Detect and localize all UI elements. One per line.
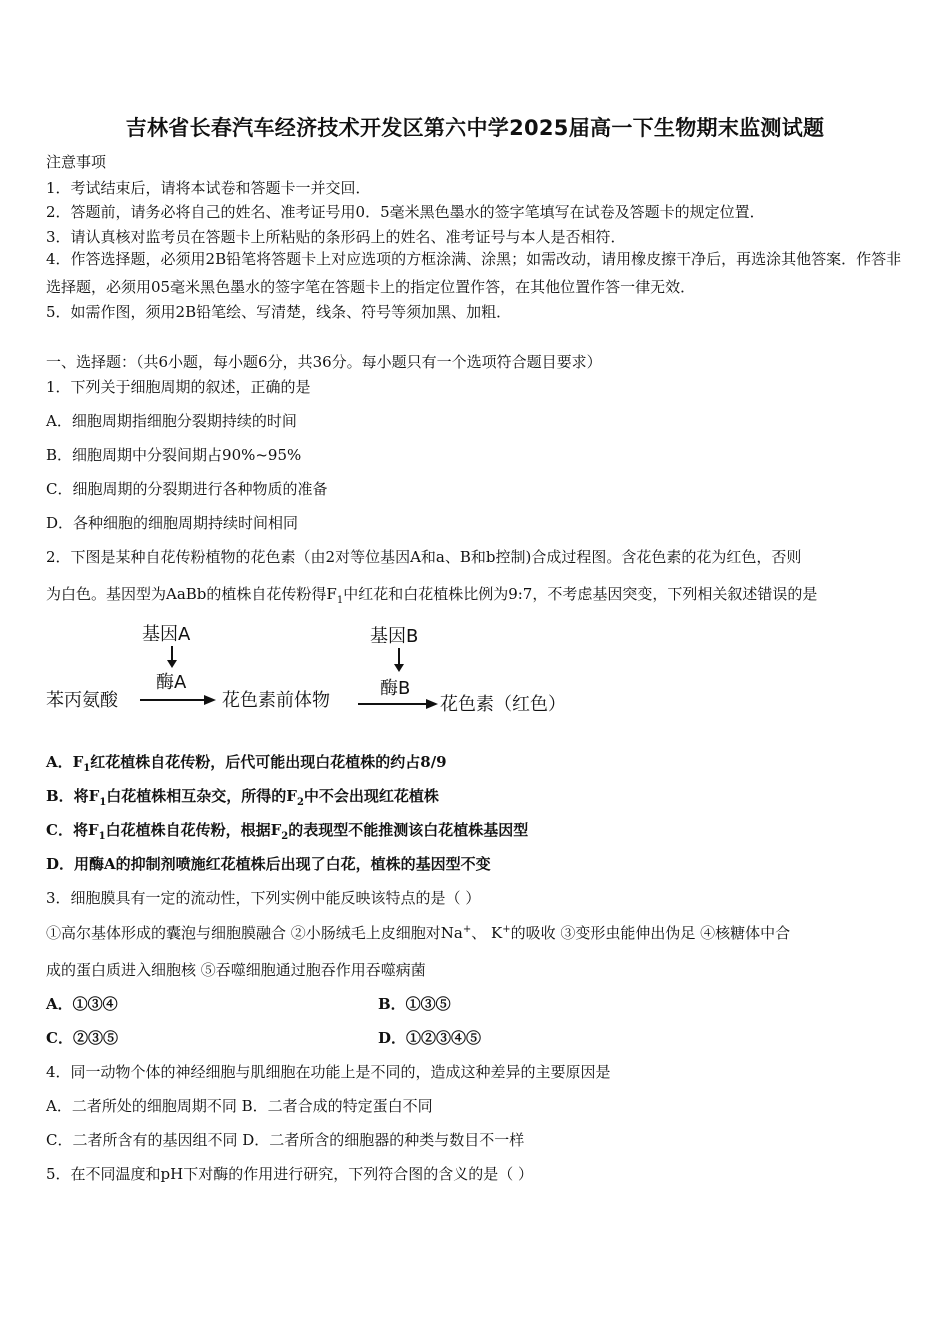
q4-options-cd: C．二者所含有的基因组不同 D．二者所含的细胞器的种类与数目不一样: [46, 1131, 525, 1149]
q1-option-d: D．各种细胞的细胞周期持续时间相同: [46, 514, 299, 532]
product-label: 花色素（红色）: [440, 694, 566, 715]
synthesis-pathway-diagram: [44, 620, 604, 730]
q2-option-c: C．将$F_1$白花植株自花传粉，根据$F_2$的表现型不能推测该白花植株基因型: [46, 821, 529, 842]
precursor-label: 花色素前体物: [222, 690, 330, 711]
reaction-arrowhead-2: [426, 699, 438, 709]
notice-item-5: 5．如需作图，须用2B铅笔绘、写清楚，线条、符号等须加黑、加粗．: [46, 303, 512, 321]
q2-option-b: B．将$F_1$白花植株相互杂交，所得的$F_2$中不会出现红花植株: [46, 787, 439, 808]
q2-stem-line2: 为白色。基因型为AaBb的植株自花传粉得$F_1$中红花和白花植株比例为9:7，不考虑基因突变，下列相关叙述错误的是: [46, 585, 818, 606]
q2-stem-line1: 2．下图是某种自花传粉植物的花色素（由2对等位基因A和a、B和b控制)合成过程图。含花色素的花为红色，否则: [46, 548, 802, 566]
q1-option-b: B．细胞周期中分裂间期占90%~95%: [46, 446, 302, 464]
q3-statements-line1: ①高尔基体形成的囊泡与细胞膜融合 ②小肠绒毛上皮细胞对Na+、 K+的吸收 ③变形虫能伸出伪足 ④核糖体中合: [46, 924, 791, 942]
q3-option-b: B．①③⑤: [378, 995, 451, 1013]
q3-option-a: A．①③④: [46, 995, 118, 1013]
notice-item-4: 4．作答选择题，必须用2B铅笔将答题卡上对应选项的方框涂满、涂黑；如需改动，请用橡皮擦干净后，再选涂其他答案．作答非选择题，必须用05毫米黑色墨水的签字笔在答题卡上的指定位置作答，在其他位置作答一律无效．: [46, 250, 902, 296]
q4-options-ab: A．二者所处的细胞周期不同 B．二者合成的特定蛋白不同: [46, 1097, 433, 1115]
section-heading: 一、选择题：（共6小题，每小题6分，共36分。每小题只有一个选项符合题目要求）: [46, 353, 602, 371]
enzyme-b-label: 酶B: [380, 678, 411, 699]
reaction-arrowhead-1: [204, 695, 216, 705]
q1-option-a: A．细胞周期指细胞分裂期持续的时间: [46, 412, 297, 430]
notice-item-1: 1．考试结束后，请将本试卷和答题卡一并交回．: [46, 179, 371, 197]
q3-stem: 3．细胞膜具有一定的流动性，下列实例中能反映该特点的是（ ）: [46, 889, 481, 907]
notice-item-3: 3．请认真核对监考员在答题卡上所粘贴的条形码上的姓名、准考证号与本人是否相符．: [46, 228, 626, 246]
q5-stem: 5．在不同温度和pH下对酶的作用进行研究，下列符合图的含义的是（ ）: [46, 1165, 533, 1183]
q2-option-a: A．$F_1$红花植株自花传粉，后代可能出现白花植株的约占8/9: [46, 753, 447, 774]
q3-statements-line2: 成的蛋白质进入细胞核 ⑤吞噬细胞通过胞吞作用吞噬病菌: [46, 961, 426, 979]
page-title: 吉林省长春汽车经济技术开发区第六中学2025届高一下生物期末监测试题: [125, 116, 825, 140]
q2-option-d: D．用酶A的抑制剂喷施红花植株后出现了白花，植株的基因型不变: [46, 855, 491, 873]
enzyme-a-label: 酶A: [156, 672, 187, 693]
gene-a-label: 基因A: [142, 624, 191, 645]
gene-a-arrowhead: [167, 660, 177, 668]
q1-stem: 1．下列关于细胞周期的叙述，正确的是: [46, 378, 311, 396]
q4-stem: 4．同一动物个体的神经细胞与肌细胞在功能上是不同的，造成这种差异的主要原因是: [46, 1063, 611, 1081]
q1-option-c: C．细胞周期的分裂期进行各种物质的准备: [46, 480, 328, 498]
q3-option-d: D．①②③④⑤: [378, 1029, 482, 1047]
q3-option-c: C．②③⑤: [46, 1029, 118, 1047]
gene-b-label: 基因B: [370, 626, 419, 647]
substrate-label: 苯丙氨酸: [46, 690, 118, 711]
notice-heading: 注意事项: [46, 153, 107, 171]
gene-b-arrowhead: [394, 664, 404, 672]
notice-item-2: 2．答题前，请务必将自己的姓名、准考证号用0．5毫米黑色墨水的签字笔填写在试卷及答题卡的规定位置．: [46, 203, 765, 221]
